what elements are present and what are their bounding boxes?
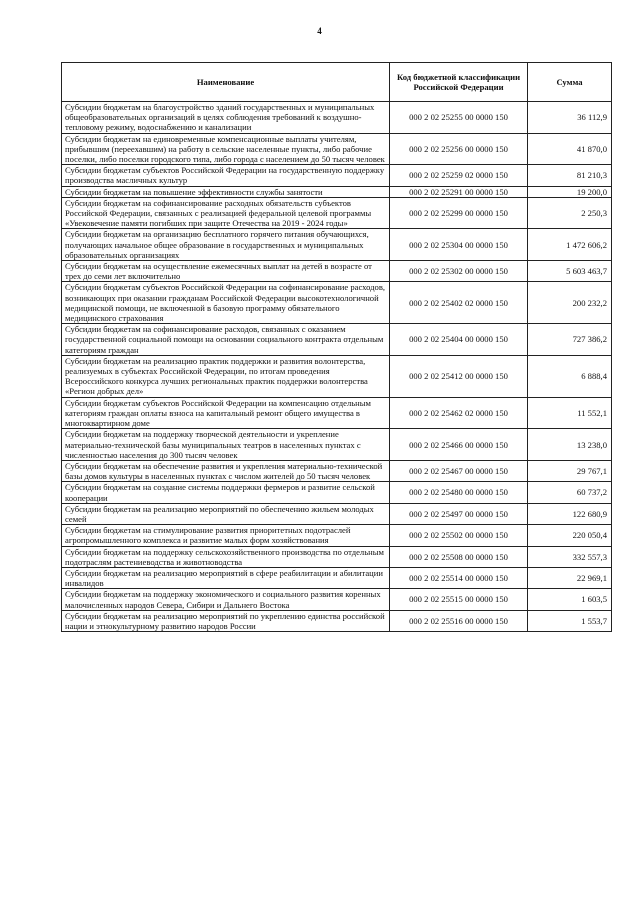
table-row <box>62 102 612 134</box>
table-row <box>62 165 612 186</box>
row-sum: 29 767,1 <box>528 460 612 481</box>
row-sum: 6 888,4 <box>528 355 612 397</box>
row-name: Субсидии бюджетам на благоустройство зданий государственных и муниципальных общеобразовательных организаций в целях соблюдения требований к воздушно-тепловому режиму, водоснабжению и канализации <box>62 102 390 134</box>
row-name: Субсидии бюджетам на реализацию мероприятий по обеспечению жильем молодых семей <box>62 503 390 524</box>
row-name: Субсидии бюджетам на обеспечение развития и укрепления материально-технической базы домов культуры в населенных пунктах с числом жителей до 50 тысяч человек <box>62 460 390 481</box>
row-code: 000 2 02 25404 00 0000 150 <box>390 324 528 356</box>
row-name: Субсидии бюджетам субъектов Российской Федерации на софинансирование расходов, возникающих при оказании гражданам Российской Федерации высокотехнологичной медицинской помощи, не включенной в базовую программу обязательного медицинского страхования <box>62 282 390 324</box>
table-row <box>62 610 612 631</box>
row-name: Субсидии бюджетам на реализацию практик поддержки и развития волонтерства, реализуемых в субъектах Российской Федерации, по итогам проведения Всероссийского конкурса лучших региональных практик поддержки волонтерства «Регион добрых дел» <box>62 355 390 397</box>
row-code: 000 2 02 25259 02 0000 150 <box>390 165 528 186</box>
row-sum: 1 603,5 <box>528 589 612 610</box>
table-row <box>62 460 612 481</box>
row-sum: 1 553,7 <box>528 610 612 631</box>
row-sum: 41 870,0 <box>528 133 612 165</box>
row-name: Субсидии бюджетам субъектов Российской Федерации на компенсацию отдельным категориям граждан оплаты взноса на капитальный ремонт общего имущества в многоквартирном доме <box>62 397 390 429</box>
table-row <box>62 429 612 461</box>
row-code: 000 2 02 25516 00 0000 150 <box>390 610 528 631</box>
header-name: Наименование <box>62 63 390 102</box>
row-name: Субсидии бюджетам на софинансирование расходов, связанных с оказанием государственной социальной помощи на основании социального контракта отдельным категориям граждан <box>62 324 390 356</box>
row-sum: 60 737,2 <box>528 482 612 503</box>
row-sum: 1 472 606,2 <box>528 229 612 261</box>
row-code: 000 2 02 25302 00 0000 150 <box>390 261 528 282</box>
row-sum: 220 050,4 <box>528 525 612 546</box>
table-row <box>62 482 612 503</box>
row-name: Субсидии бюджетам на реализацию мероприятий по укреплению единства российской нации и этнокультурному развитию народов России <box>62 610 390 631</box>
row-code: 000 2 02 25467 00 0000 150 <box>390 460 528 481</box>
row-name: Субсидии бюджетам на софинансирование расходных обязательств субъектов Российской Федерации, связанных с реализацией федеральной целевой программы «Увековечение памяти погибших при защите Отечества на 2019 - 2024 годы» <box>62 197 390 229</box>
row-sum: 81 210,3 <box>528 165 612 186</box>
table-row <box>62 525 612 546</box>
table-row <box>62 197 612 229</box>
row-code: 000 2 02 25412 00 0000 150 <box>390 355 528 397</box>
table-row <box>62 567 612 588</box>
row-code: 000 2 02 25304 00 0000 150 <box>390 229 528 261</box>
row-code: 000 2 02 25508 00 0000 150 <box>390 546 528 567</box>
row-name: Субсидии бюджетам на реализацию мероприятий в сфере реабилитации и абилитации инвалидов <box>62 567 390 588</box>
table-row <box>62 261 612 282</box>
row-code: 000 2 02 25402 02 0000 150 <box>390 282 528 324</box>
row-name: Субсидии бюджетам на создание системы поддержки фермеров и развитие сельской кооперации <box>62 482 390 503</box>
row-code: 000 2 02 25299 00 0000 150 <box>390 197 528 229</box>
table-row <box>62 186 612 197</box>
row-name: Субсидии бюджетам на повышение эффективности службы занятости <box>62 186 390 197</box>
row-name: Субсидии бюджетам на поддержку сельскохозяйственного производства по отдельным подотраслям растениеводства и животноводства <box>62 546 390 567</box>
table-header-row <box>62 63 612 102</box>
row-code: 000 2 02 25497 00 0000 150 <box>390 503 528 524</box>
table-row <box>62 546 612 567</box>
row-name: Субсидии бюджетам на единовременные компенсационные выплаты учителям, прибывшим (переехавшим) на работу в сельские населенные пункты, либо рабочие поселки, либо поселки городского типа, либо города с населением до 50 тысяч человек <box>62 133 390 165</box>
row-sum: 11 552,1 <box>528 397 612 429</box>
table-row <box>62 324 612 356</box>
row-sum: 13 238,0 <box>528 429 612 461</box>
row-code: 000 2 02 25466 00 0000 150 <box>390 429 528 461</box>
row-sum: 332 557,3 <box>528 546 612 567</box>
row-name: Субсидии бюджетам субъектов Российской Федерации на государственную поддержку производства масличных культур <box>62 165 390 186</box>
table-row <box>62 355 612 397</box>
row-name: Субсидии бюджетам на стимулирование развития приоритетных подотраслей агропромышленного комплекса и развитие малых форм хозяйствования <box>62 525 390 546</box>
row-code: 000 2 02 25291 00 0000 150 <box>390 186 528 197</box>
row-name: Субсидии бюджетам на организацию бесплатного горячего питания обучающихся, получающих начальное общее образование в государственных и муниципальных образовательных организациях <box>62 229 390 261</box>
header-sum: Сумма <box>528 63 612 102</box>
row-code: 000 2 02 25462 02 0000 150 <box>390 397 528 429</box>
table-row <box>62 282 612 324</box>
row-sum: 36 112,9 <box>528 102 612 134</box>
row-sum: 727 386,2 <box>528 324 612 356</box>
row-code: 000 2 02 25515 00 0000 150 <box>390 589 528 610</box>
row-sum: 2 250,3 <box>528 197 612 229</box>
table-row <box>62 397 612 429</box>
budget-table <box>61 62 612 632</box>
header-code: Код бюджетной классификации Российской Федерации <box>390 63 528 102</box>
table-row <box>62 503 612 524</box>
row-code: 000 2 02 25256 00 0000 150 <box>390 133 528 165</box>
row-sum: 19 200,0 <box>528 186 612 197</box>
row-code: 000 2 02 25255 00 0000 150 <box>390 102 528 134</box>
table-row <box>62 133 612 165</box>
row-name: Субсидии бюджетам на поддержку экономического и социального развития коренных малочисленных народов Севера, Сибири и Дальнего Востока <box>62 589 390 610</box>
row-code: 000 2 02 25502 00 0000 150 <box>390 525 528 546</box>
row-code: 000 2 02 25514 00 0000 150 <box>390 567 528 588</box>
row-sum: 200 232,2 <box>528 282 612 324</box>
row-sum: 22 969,1 <box>528 567 612 588</box>
row-sum: 122 680,9 <box>528 503 612 524</box>
table-row <box>62 229 612 261</box>
row-name: Субсидии бюджетам на поддержку творческой деятельности и укрепление материально-технической базы муниципальных театров в населенных пунктах с численностью населения до 300 тысяч человек <box>62 429 390 461</box>
table-row <box>62 589 612 610</box>
row-name: Субсидии бюджетам на осуществление ежемесячных выплат на детей в возрасте от трех до семи лет включительно <box>62 261 390 282</box>
row-code: 000 2 02 25480 00 0000 150 <box>390 482 528 503</box>
row-sum: 5 603 463,7 <box>528 261 612 282</box>
page-number: 4 <box>317 26 322 36</box>
